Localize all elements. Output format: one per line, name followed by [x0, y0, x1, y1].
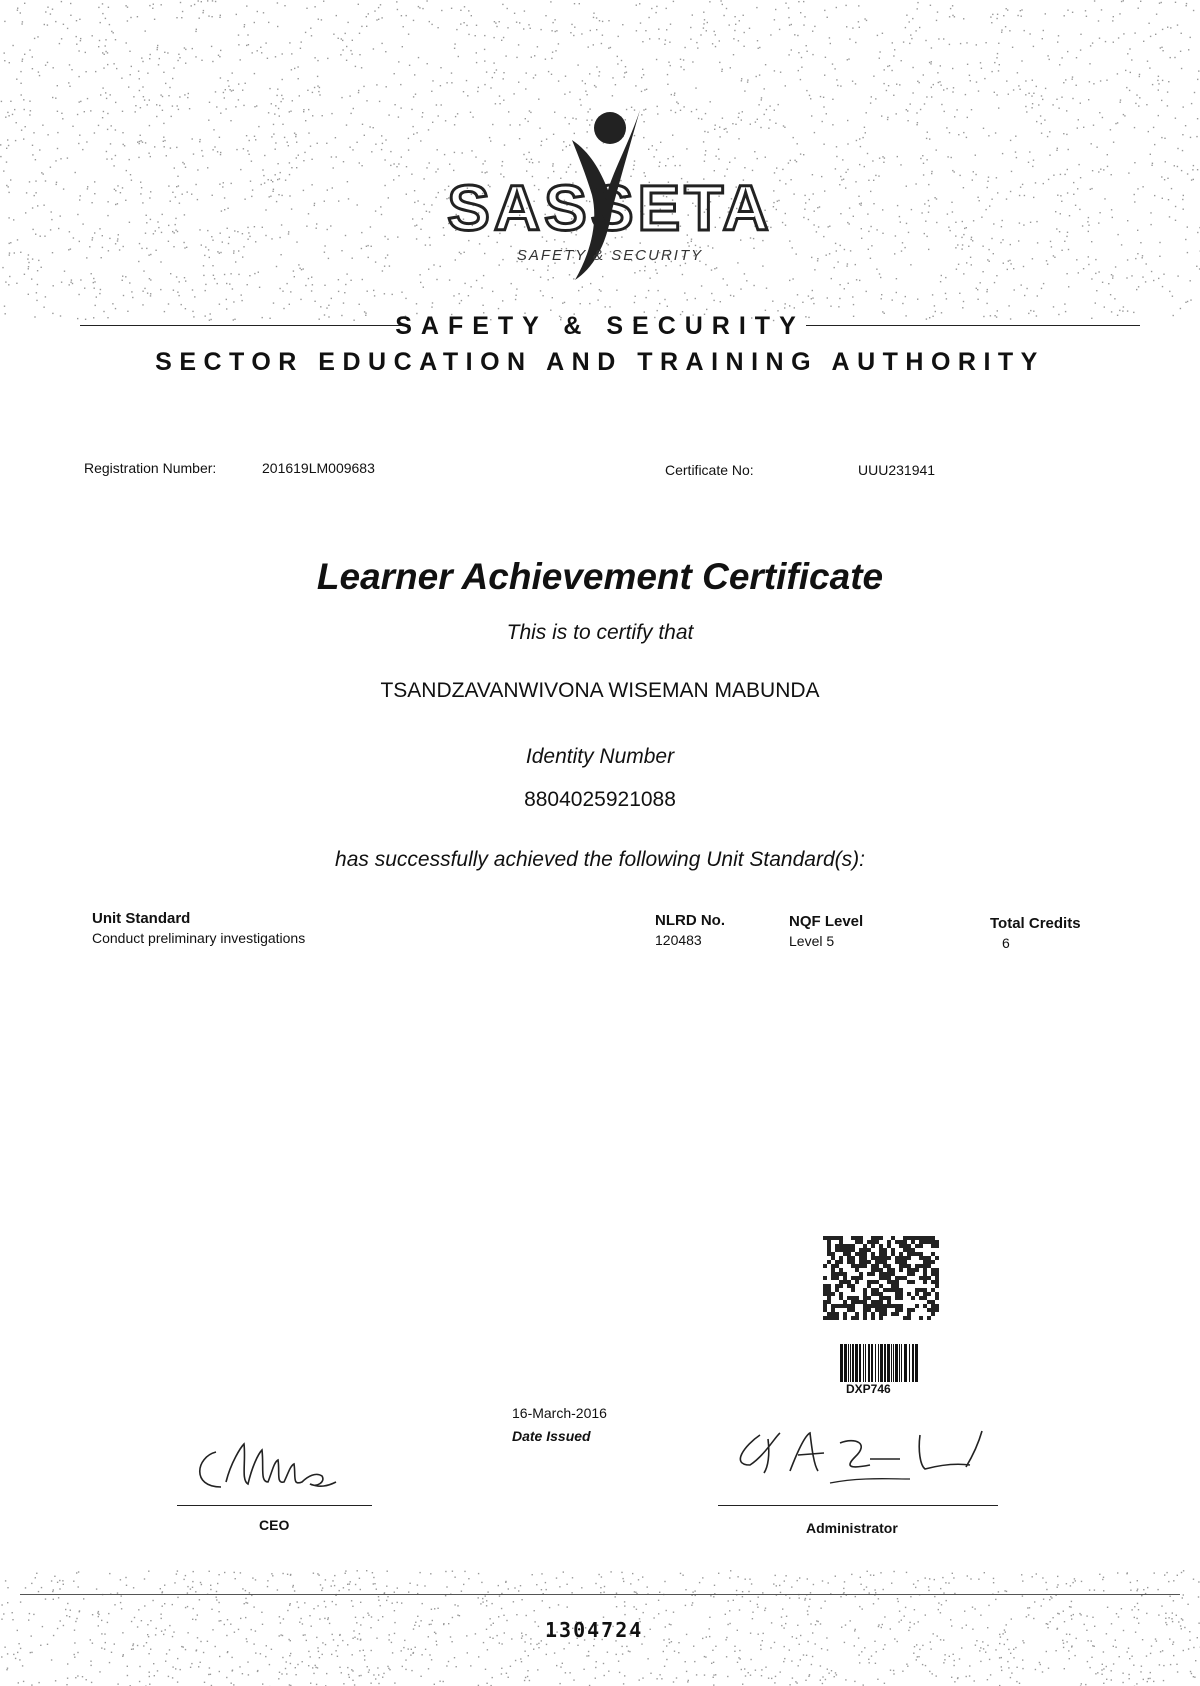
barcode — [838, 1344, 918, 1382]
certify-text: This is to certify that — [506, 621, 694, 644]
certificate-label: Certificate No: — [665, 462, 754, 478]
col-header-unit-standard: Unit Standard — [92, 910, 191, 927]
cell-nqf: Level 5 — [789, 933, 835, 949]
date-issued-label: Date Issued — [512, 1428, 591, 1444]
administrator-signature — [720, 1425, 1010, 1505]
identity-value: 8804025921088 — [524, 788, 676, 811]
qr-code — [823, 1236, 939, 1318]
footer-number: 1304724 — [545, 1618, 644, 1642]
cell-unit-standard: Conduct preliminary investigations — [92, 930, 306, 946]
col-header-nqf: NQF Level — [789, 913, 864, 930]
logo-tagline: SAFETY & SECURITY — [516, 247, 704, 264]
registration-value: 201619LM009683 — [262, 460, 375, 476]
header-line-1: SAFETY & SECURITY — [395, 312, 805, 340]
ceo-signature-line — [177, 1505, 372, 1506]
col-header-credits: Total Credits — [990, 915, 1081, 932]
ceo-label: CEO — [259, 1517, 290, 1533]
sasseta-logo — [447, 60, 773, 295]
administrator-label: Administrator — [806, 1520, 898, 1536]
cell-credits: 6 — [1002, 935, 1010, 951]
administrator-signature-line — [718, 1505, 998, 1506]
cell-nlrd: 120483 — [655, 932, 702, 948]
col-header-nlrd: NLRD No. — [655, 912, 725, 929]
achieved-text: has successfully achieved the following Unit Standard(s): — [335, 848, 865, 871]
header-line-2: SECTOR EDUCATION AND TRAINING AUTHORITY — [155, 348, 1045, 376]
barcode-code: DXP746 — [846, 1382, 891, 1396]
date-issued-value: 16-March-2016 — [512, 1405, 607, 1421]
certificate-value: UUU231941 — [858, 462, 936, 478]
learner-name: TSANDZAVANWIVONA WISEMAN MABUNDA — [380, 679, 820, 702]
certificate-title: Learner Achievement Certificate — [316, 556, 884, 597]
footer-rule — [20, 1594, 1180, 1595]
logo-wordmark: SASSETA — [447, 172, 773, 244]
identity-label: Identity Number — [525, 745, 675, 768]
registration-label: Registration Number: — [84, 460, 217, 476]
ceo-signature — [186, 1432, 386, 1502]
